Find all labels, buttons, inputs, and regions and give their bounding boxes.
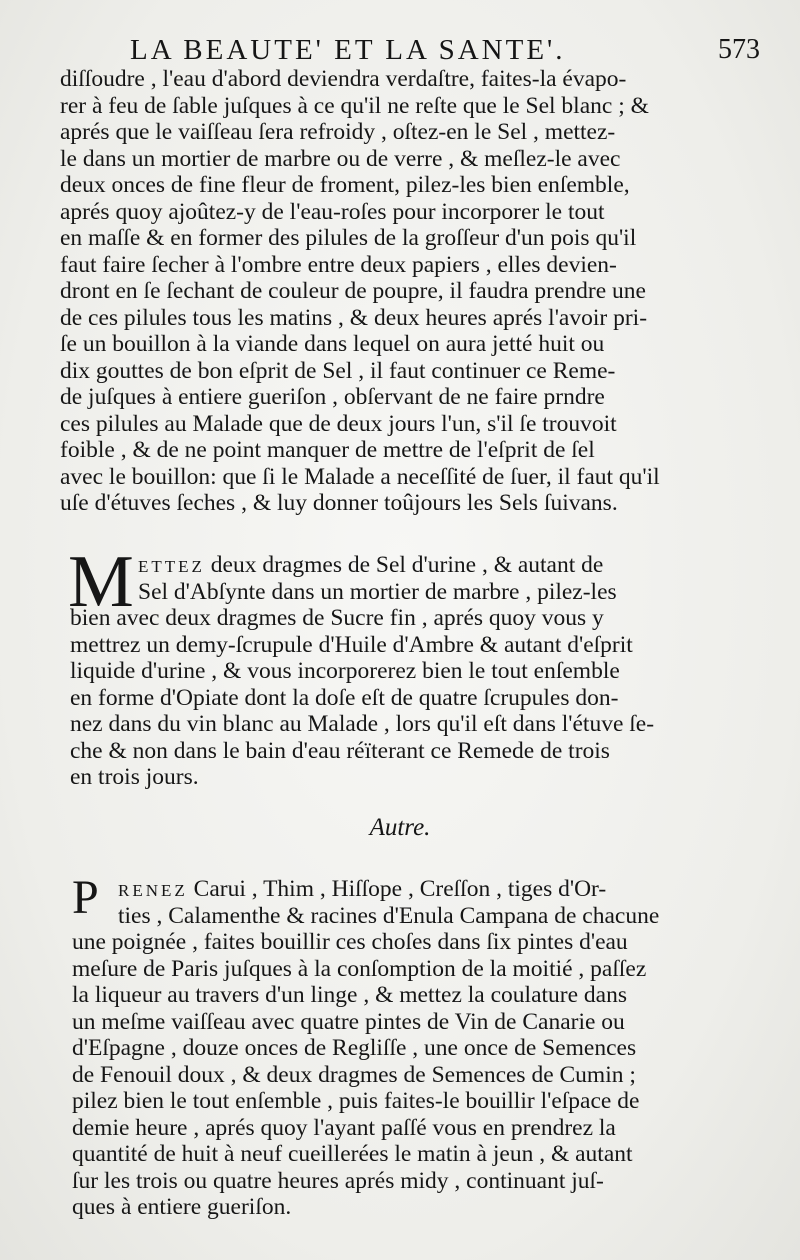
- paragraph-2: [68, 541, 706, 791]
- text-line: ques à entiere gueriſon.: [72, 1194, 292, 1220]
- text-line: quantité de huit à neuf cueillerées le matin à jeun , & autant: [72, 1141, 633, 1167]
- text-line-first: [70, 552, 706, 579]
- first-line-text: Carui , Thim , Hiſſope , Creſſon , tiges d'Or-: [187, 876, 607, 902]
- text-line: ſur les trois ou quatre heures aprés midy , continuant juſ-: [72, 1167, 604, 1194]
- text-line: dix gouttes de bon eſprit de Sel , il faut continuer ce Reme-: [60, 357, 616, 384]
- text-line: mettrez un demy-ſcrupule d'Huile d'Ambre & autant d'eſprit: [70, 631, 633, 658]
- text-line: foible , & de ne point manquer de mettre de l'eſprit de ſel: [60, 437, 595, 463]
- small-caps-word: ETTEZ: [138, 557, 205, 576]
- running-title: LA BEAUTE' ET LA SANTE'.: [130, 34, 566, 66]
- text-line: en maſſe & en former des pilules de la groſſeur d'un pois qu'il: [60, 225, 637, 251]
- text-line: le dans un mortier de marbre ou de verre , & meſlez-le avec: [60, 145, 621, 172]
- small-caps-word: RENEZ: [118, 881, 188, 900]
- text-line: aprés que le vaiſſeau ſera refroidy , oſtez-en le Sel , mettez-: [60, 119, 616, 145]
- section-subheading: Autre.: [369, 814, 431, 841]
- text-line: aprés quoy ajoûtez-y de l'eau-roſes pour incorporer le tout: [60, 198, 605, 225]
- text-line: en forme d'Opiate dont la doſe eſt de quatre ſcrupules don-: [70, 684, 619, 711]
- text-line: de Fenouil doux , & deux dragmes de Semences de Cumin ;: [72, 1061, 636, 1088]
- text-line: uſe d'étuves ſeches , & luy donner toûjours les Sels ſuivans.: [60, 490, 618, 516]
- text-line: ſe un bouillon à la viande dans lequel on aura jetté huit ou: [60, 331, 605, 357]
- text-line: un meſme vaiſſeau avec quatre pintes de Vin de Canarie ou: [72, 1008, 625, 1035]
- text-line: che & non dans le bain d'eau réïterant ce Remede de trois: [70, 737, 610, 764]
- text-line: de ces pilules tous les matins , & deux heures aprés l'avoir pri-: [60, 304, 648, 331]
- text-line: en trois jours.: [70, 764, 199, 790]
- text-line: deux onces de fine fleur de froment, pilez-les bien enſemble,: [60, 172, 630, 198]
- text-line: demie heure , aprés quoy l'ayant paſſé vous en prendrez la: [72, 1114, 616, 1141]
- text-line: ces pilules au Malade que de deux jours l'un, s'il ſe trouvoit: [60, 410, 617, 437]
- text-line: bien avec deux dragmes de Sucre fin , aprés quoy vous y: [70, 605, 604, 631]
- paragraph-1: [60, 66, 710, 517]
- paragraph-3: [72, 871, 706, 1221]
- text-line: ties , Calamenthe & racines d'Enula Campana de chacune: [118, 902, 660, 929]
- text-line: pilez bien le tout enſemble , puis faites-le bouillir l'eſpace de: [72, 1088, 640, 1114]
- text-line: une poignée , faites bouillir ces choſes dans ſix pintes d'eau: [72, 929, 628, 955]
- text-line: faut faire ſecher à l'ombre entre deux papiers , elles devien-: [60, 251, 617, 278]
- first-line-text: deux dragmes de Sel d'urine , & autant de: [204, 552, 604, 578]
- page-header: [0, 30, 800, 70]
- text-line: nez dans du vin blanc au Malade , lors qu'il eſt dans l'étuve ſe-: [70, 711, 655, 737]
- text-line: dront en ſe ſechant de couleur de poupre, il faudra prendre une: [60, 278, 646, 304]
- text-line: avec le bouillon: que ſi le Malade a neceſſité de ſuer, il faut qu'il: [60, 463, 660, 490]
- text-line: de juſques à entiere gueriſon , obſervant de ne faire prndre: [60, 384, 605, 410]
- text-line: rer à feu de ſable juſques à ce qu'il ne reſte que le Sel blanc ; &: [60, 92, 649, 119]
- text-line-first: [72, 876, 706, 903]
- drop-cap-m: M: [68, 541, 134, 623]
- text-line: d'Eſpagne , douze onces de Regliſſe , une once de Semences: [72, 1035, 637, 1061]
- drop-cap-p: P: [72, 871, 99, 924]
- text-line: diſſoudre , l'eau d'abord deviendra verdaſtre, faites-la évapo-: [60, 66, 627, 92]
- text-line: liquide d'urine , & vous incorporerez bien le tout enſemble: [70, 658, 620, 684]
- text-line: Sel d'Abſynte dans un mortier de marbre , pilez-les: [138, 578, 617, 605]
- text-line: meſure de Paris juſques à la conſomption de la moitié , paſſez: [72, 955, 647, 982]
- page-number: 573: [718, 34, 760, 65]
- text-line: la liqueur au travers d'un linge , & mettez la coulature dans: [72, 982, 627, 1008]
